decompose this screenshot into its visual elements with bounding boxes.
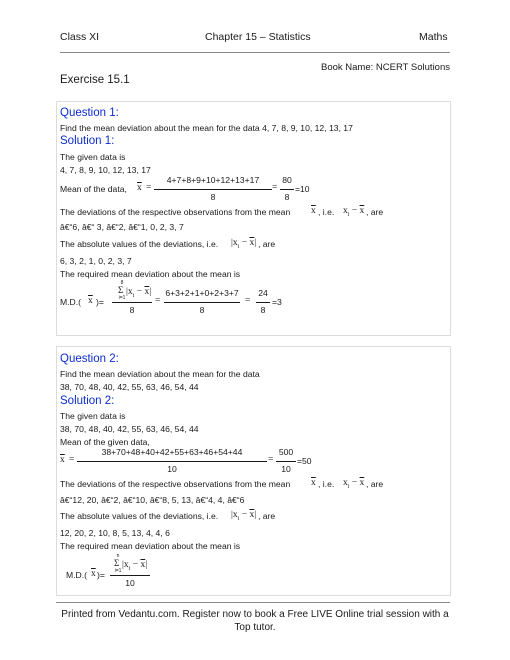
q1-absolute-expression: $|x_i - \overline{x}|$ (231, 238, 257, 250)
q2-deviation-are: , are (366, 479, 384, 489)
q2-md-close: )= (97, 570, 105, 580)
solution-1-given: The given data is (60, 152, 126, 162)
question-1-box (56, 101, 451, 336)
q2-required-text: The required mean deviation about the mean is (60, 541, 241, 551)
q1-equals-2: = (272, 183, 278, 193)
q2-fraction-line (77, 461, 267, 462)
q2-mean-result: =50 (297, 456, 312, 466)
q1-mean-numerator-2: 80 (282, 175, 292, 185)
q1-mean-var: $\overline{x}$ (137, 183, 142, 193)
q2-absolute-expression: $|x_i - \overline{x}|$ (231, 510, 257, 522)
q1-deviation-text: The deviations of the respective observations from the mean (60, 207, 291, 217)
q1-deviation-are: , are (366, 207, 384, 217)
header-chapter: Chapter 15 – Statistics (205, 31, 311, 43)
q2-sum-bottom: i=1 (114, 568, 122, 574)
q2-md-fraction-line (110, 575, 150, 576)
q1-absolute-are: , are (258, 239, 276, 249)
q1-required-text: The required mean deviation about the mean is (60, 269, 241, 279)
q1-sum-top: 8 (120, 280, 124, 286)
book-name: Book Name: NCERT Solutions (320, 62, 450, 73)
q1-deviation-values: â€“6, â€“ 3, â€“2, â€“1, 0, 2, 3, 7 (60, 222, 184, 232)
solution-2-given: The given data is (60, 411, 126, 421)
exercise-title: Exercise 15.1 (60, 74, 130, 86)
header-subject: Maths (419, 31, 448, 43)
q1-md-numerator-3: 24 (258, 288, 268, 298)
q2-deviation-text: The deviations of the respective observations from the mean (60, 479, 291, 489)
q2-sum-symbol: Σ (114, 558, 120, 568)
q2-md-var: $\overline{x}$ (91, 569, 96, 579)
q1-mean-denominator-2: 8 (284, 192, 290, 202)
q2-md-label: M.D.( (66, 570, 88, 580)
q2-md-denominator: 10 (125, 578, 135, 588)
q1-md-fraction-line (112, 302, 152, 303)
q1-md-denominator-3: 8 (260, 305, 266, 315)
q2-absolute-values: 12, 20, 2, 10, 8, 5, 13, 4, 4, 6 (60, 528, 170, 538)
q1-md-result: =3 (272, 297, 282, 307)
q1-fraction-line (154, 189, 272, 190)
q1-deviation-expression: $x_i - \overline{x}$ (343, 206, 365, 218)
q1-md-fraction-line-3 (256, 302, 270, 303)
question-2-data: 38, 70, 48, 40, 42, 55, 63, 46, 54, 44 (60, 382, 199, 392)
question-1-heading: Question 1: (60, 107, 119, 119)
solution-2-data: 38, 70, 48, 40, 42, 55, 63, 46, 54, 44 (60, 424, 199, 434)
q1-equals: = (146, 183, 152, 193)
q2-fraction-line-2 (276, 461, 296, 462)
solution-1-data: 4, 7, 8, 9, 10, 12, 13, 17 (60, 165, 151, 175)
q2-mean-denominator-2: 10 (281, 464, 291, 474)
q1-deviation-tail: , i.e. (318, 207, 335, 217)
q2-mean-numerator: 38+70+48+40+42+55+63+46+54+44 (101, 447, 243, 457)
q1-md-equals-2: = (245, 296, 251, 306)
q1-mean-denominator: 8 (210, 192, 216, 202)
header-class: Class XI (60, 31, 100, 43)
footer-promo (56, 608, 454, 634)
q2-absolute-are: , are (258, 511, 276, 521)
q2-deviation-expression: $x_i - \overline{x}$ (343, 478, 365, 490)
q2-deviation-mean-var: $\overline{x}$ (311, 478, 316, 488)
q1-sum-bottom: i=1 (118, 295, 126, 301)
q2-equals-2: = (268, 455, 274, 465)
q2-mean-var: $\overline{x}$ (60, 455, 65, 465)
footer-divider (56, 602, 450, 603)
question-2-heading: Question 2: (60, 353, 119, 365)
q1-md-denominator-2: 8 (199, 305, 205, 315)
question-1-text: Find the mean deviation about the mean for the data 4, 7, 8, 9, 10, 12, 13, 17 (60, 123, 353, 133)
q1-mean-numerator: 4+7+8+9+10+12+13+17 (166, 175, 260, 185)
q2-mean-label: Mean of the given data, (60, 437, 150, 447)
solution-1-heading: Solution 1: (60, 135, 115, 147)
q1-md-numerator-2: 6+3+2+1+0+2+3+7 (165, 288, 239, 298)
q1-mean-result: =10 (295, 184, 310, 194)
q2-sum-top: n (116, 553, 120, 559)
q1-mean-label: Mean of the data, (60, 184, 127, 194)
q2-deviation-tail: , i.e. (318, 479, 335, 489)
q1-md-numerator: $|x_i - \overline{x}|$ (126, 287, 152, 299)
q2-md-numerator: $|x_i - \overline{x}|$ (122, 560, 148, 572)
q1-deviation-mean-var: $\overline{x}$ (311, 206, 316, 216)
footer-line-1: Printed from Vedantu.com. Register now to book a Free LIVE Online trial session with a (61, 609, 449, 620)
q2-mean-denominator: 10 (167, 464, 177, 474)
solution-2-heading: Solution 2: (60, 395, 115, 407)
q2-absolute-text: The absolute values of the deviations, i.e. (60, 511, 219, 521)
footer-line-2: Top tutor. (234, 622, 276, 633)
q1-sum-symbol: Σ (118, 285, 124, 295)
q1-absolute-text: The absolute values of the deviations, i.e. (60, 239, 219, 249)
q1-absolute-values: 6, 3, 2, 1, 0, 2, 3, 7 (60, 256, 132, 266)
q1-md-denominator: 8 (129, 305, 135, 315)
q1-md-equals: = (155, 296, 161, 306)
q1-fraction-line-2 (280, 189, 294, 190)
q1-md-close: )= (96, 297, 104, 307)
q1-md-fraction-line-2 (164, 302, 240, 303)
header-divider (60, 52, 450, 53)
q1-md-label: M.D.( (60, 297, 82, 307)
q2-mean-numerator-2: 500 (278, 447, 294, 457)
q2-equals: = (69, 455, 75, 465)
q1-md-var: $\overline{x}$ (88, 296, 93, 306)
question-2-text: Find the mean deviation about the mean for the data (60, 369, 260, 379)
q2-deviation-values: â€“12, 20, â€“2, â€“10, â€“8, 5, 13, â€“4, 4, â€“6 (60, 495, 245, 505)
